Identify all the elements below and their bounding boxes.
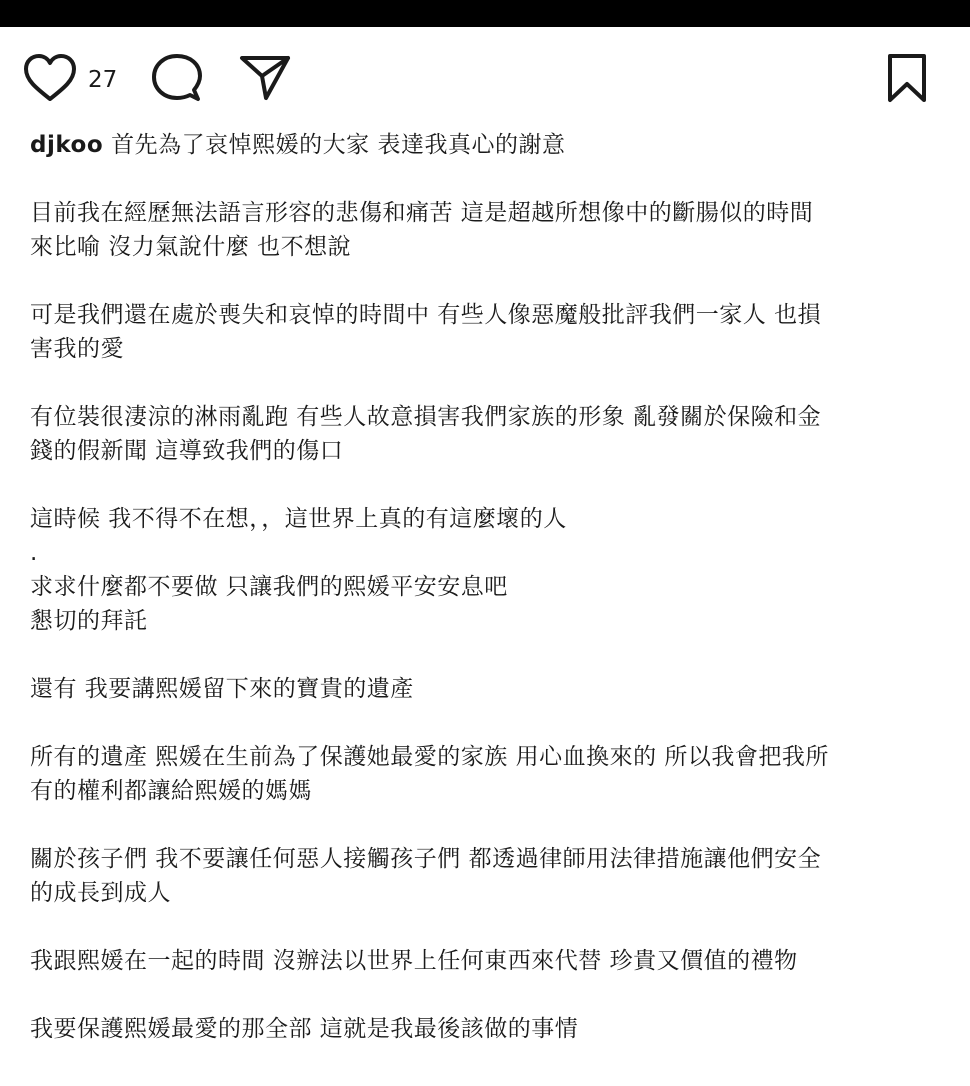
caption-line: 還有 我要講熙媛留下來的寶貴的遺產: [30, 676, 414, 702]
caption-line: 來比喻 沒力氣說什麼 也不想說: [30, 234, 352, 260]
caption-line: 懇切的拜託: [30, 608, 148, 634]
bookmark-icon: [884, 52, 930, 104]
caption-line: .: [30, 540, 38, 566]
caption-paragraph: [30, 1012, 935, 1046]
caption-line: 有位裝很淒涼的淋雨亂跑 有些人故意損害我們家族的形象 亂發關於保險和金: [30, 404, 822, 430]
comment-button[interactable]: [150, 52, 202, 104]
caption-paragraph: [30, 196, 935, 264]
caption-line: 我跟熙媛在一起的時間 沒辦法以世界上任何東西來代替 珍貴又價值的禮物: [30, 948, 798, 974]
send-icon: [238, 52, 294, 104]
caption-dot-line: [30, 536, 935, 570]
caption-line: 求求什麼都不要做 只讓我們的熙媛平安安息吧: [30, 574, 508, 600]
post-action-bar: [22, 52, 932, 110]
caption-first-line: [30, 128, 935, 162]
comment-icon: [150, 52, 202, 104]
caption-line: 有的權利都讓給熙媛的媽媽: [30, 778, 312, 804]
caption-line: 的成長到成人: [30, 880, 171, 906]
caption-paragraph: [30, 740, 935, 808]
username-link[interactable]: djkoo: [30, 132, 104, 158]
like-button[interactable]: [22, 52, 78, 104]
caption-paragraph: [30, 672, 935, 706]
caption-line: 目前我在經歷無法語言形容的悲傷和痛苦 這是超越所想像中的斷腸似的時間: [30, 200, 814, 226]
caption-line: 我要保護熙媛最愛的那全部 這就是我最後該做的事情: [30, 1016, 579, 1042]
heart-icon: [22, 52, 78, 104]
caption-paragraph: [30, 298, 935, 366]
caption-line: 可是我們還在處於喪失和哀悼的時間中 有些人像惡魔般批評我們一家人 也損: [30, 302, 822, 328]
share-button[interactable]: [238, 52, 294, 104]
caption-paragraph: [30, 570, 935, 638]
caption-line: 這時候 我不得不在想，，這世界上真的有這麼壞的人: [30, 506, 567, 532]
top-status-bar: [0, 0, 970, 27]
save-button[interactable]: [884, 52, 930, 104]
caption-line: 關於孩子們 我不要讓任何惡人接觸孩子們 都透過律師用法律措施讓他們安全: [30, 846, 822, 872]
like-count: 27: [88, 67, 118, 93]
post-caption: [30, 128, 935, 1046]
caption-line: 錢的假新聞 這導致我們的傷口: [30, 438, 344, 464]
caption-paragraph: [30, 944, 935, 978]
caption-paragraph: [30, 400, 935, 468]
caption-paragraph: [30, 842, 935, 910]
caption-text: 首先為了哀悼熙媛的大家 表達我真心的謝意: [111, 132, 566, 158]
caption-paragraph: [30, 502, 935, 536]
caption-line: 害我的愛: [30, 336, 124, 362]
caption-line: 所有的遺產 熙媛在生前為了保護她最愛的家族 用心血換來的 所以我會把我所: [30, 744, 829, 770]
